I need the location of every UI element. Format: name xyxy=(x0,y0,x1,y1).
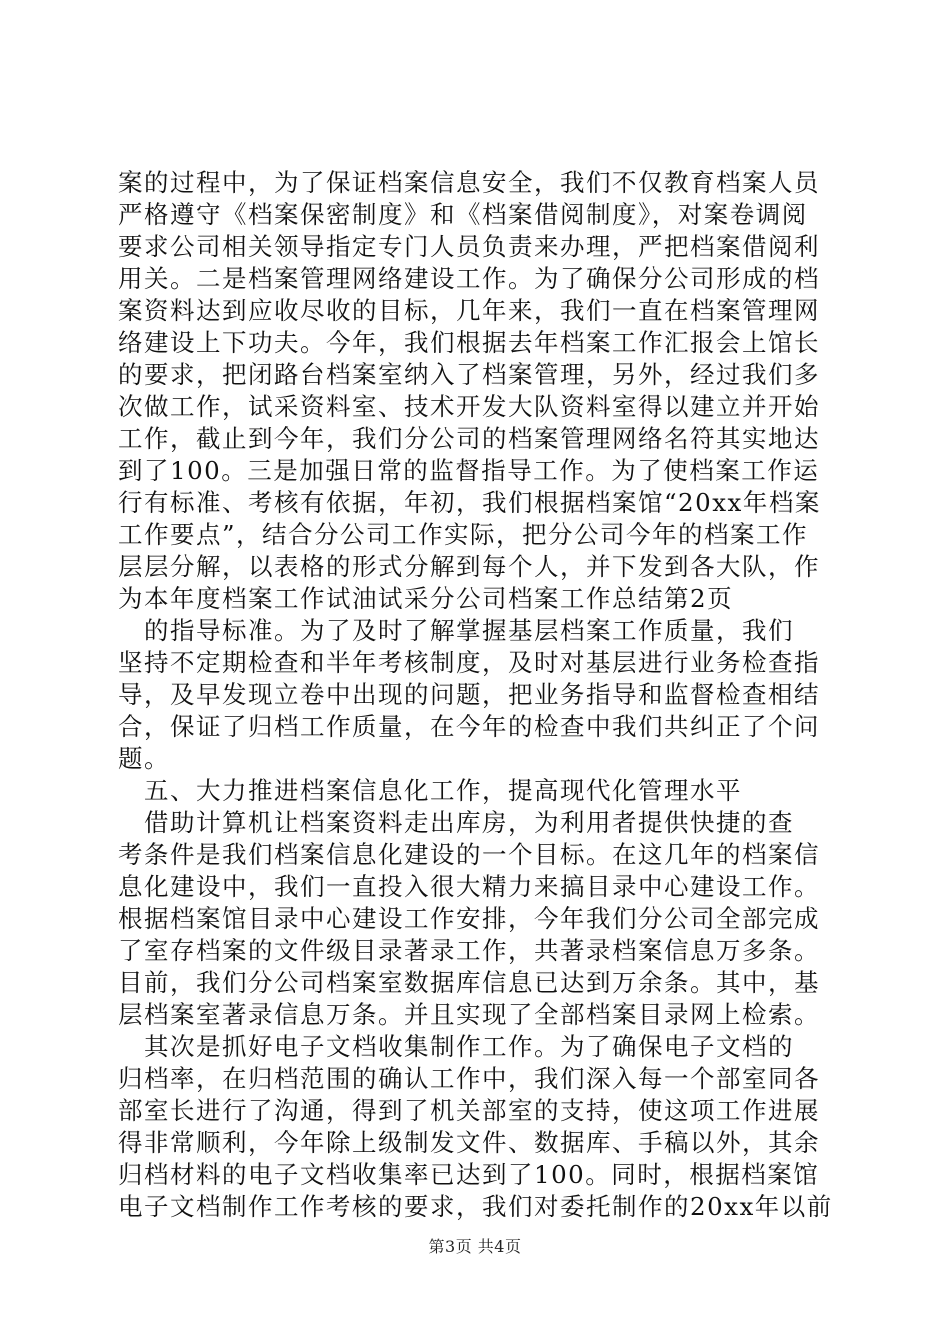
text-line: 其次是抓好电子文档收集制作工作。为了确保电子文档的 xyxy=(118,1032,794,1061)
text-line: 息化建设中，我们一直投入很大精力来搞目录中心建设工作。 xyxy=(118,872,820,901)
text-line: 层层分解，以表格的形式分解到每个人，并下发到各大队，作 xyxy=(118,552,820,581)
text-line: 为本年度档案工作试油试采分公司档案工作总结第2页 xyxy=(118,584,734,613)
text-line: 五、大力推进档案信息化工作，提高现代化管理水平 xyxy=(118,776,742,805)
text-line: 案资料达到应收尽收的目标，几年来，我们一直在档案管理网 xyxy=(118,296,820,325)
text-line: 得非常顺利，今年除上级制发文件、数据库、手稿以外，其余 xyxy=(118,1128,820,1157)
text-line: 次做工作，试采资料室、技术开发大队资料室得以建立并开始 xyxy=(118,392,820,421)
text-line: 归档率，在归档范围的确认工作中，我们深入每一个部室同各 xyxy=(118,1064,820,1093)
text-line: 导，及早发现立卷中出现的问题，把业务指导和监督检查相结 xyxy=(118,680,820,709)
text-line: 严格遵守《档案保密制度》和《档案借阅制度》，对案卷调阅 xyxy=(118,200,808,229)
text-line: 归档材料的电子文档收集率已达到了100。同时，根据档案馆 xyxy=(118,1160,820,1189)
text-line: 了室存档案的文件级目录著录工作，共著录档案信息万多条。 xyxy=(118,936,820,965)
text-line: 坚持不定期检查和半年考核制度，及时对基层进行业务检查指 xyxy=(118,648,820,677)
text-line: 的要求，把闭路台档案室纳入了档案管理，另外，经过我们多 xyxy=(118,360,820,389)
text-line: 络建设上下功夫。今年，我们根据去年档案工作汇报会上馆长 xyxy=(118,328,820,357)
text-line: 借助计算机让档案资料走出库房，为利用者提供快捷的查 xyxy=(118,808,794,837)
page-footer: 第3页 共4页 xyxy=(428,1237,522,1256)
text-line: 用关。二是档案管理网络建设工作。为了确保分公司形成的档 xyxy=(118,264,820,293)
text-line: 根据档案馆目录中心建设工作安排，今年我们分公司全部完成 xyxy=(118,904,820,933)
text-line: 层档案室著录信息万条。并且实现了全部档案目录网上检索。 xyxy=(118,1000,820,1029)
text-line: 电子文档制作工作考核的要求，我们对委托制作的20xx年以前 xyxy=(118,1192,833,1221)
text-line: 案的过程中，为了保证档案信息安全，我们不仅教育档案人员 xyxy=(118,168,820,197)
text-line: 工作，截止到今年，我们分公司的档案管理网络名符其实地达 xyxy=(118,424,820,453)
text-line: 考条件是我们档案信息化建设的一个目标。在这几年的档案信 xyxy=(118,840,820,869)
text-line: 题。 xyxy=(118,744,170,773)
text-line: 要求公司相关领导指定专门人员负责来办理，严把档案借阅利 xyxy=(118,232,820,261)
text-line: 工作要点”，结合分公司工作实际，把分公司今年的档案工作 xyxy=(118,520,809,549)
text-line: 合，保证了归档工作质量，在今年的检查中我们共纠正了个问 xyxy=(118,712,820,741)
text-line: 到了100。三是加强日常的监督指导工作。为了使档案工作运 xyxy=(118,456,820,485)
body-text xyxy=(118,167,838,1223)
text-line: 的指导标准。为了及时了解掌握基层档案工作质量，我们 xyxy=(118,616,794,645)
text-line: 部室长进行了沟通，得到了机关部室的支持，使这项工作进展 xyxy=(118,1096,820,1125)
text-line: 目前，我们分公司档案室数据库信息已达到万余条。其中，基 xyxy=(118,968,820,997)
text-line: 行有标准、考核有依据，年初，我们根据档案馆“20xx年档案 xyxy=(118,488,821,517)
